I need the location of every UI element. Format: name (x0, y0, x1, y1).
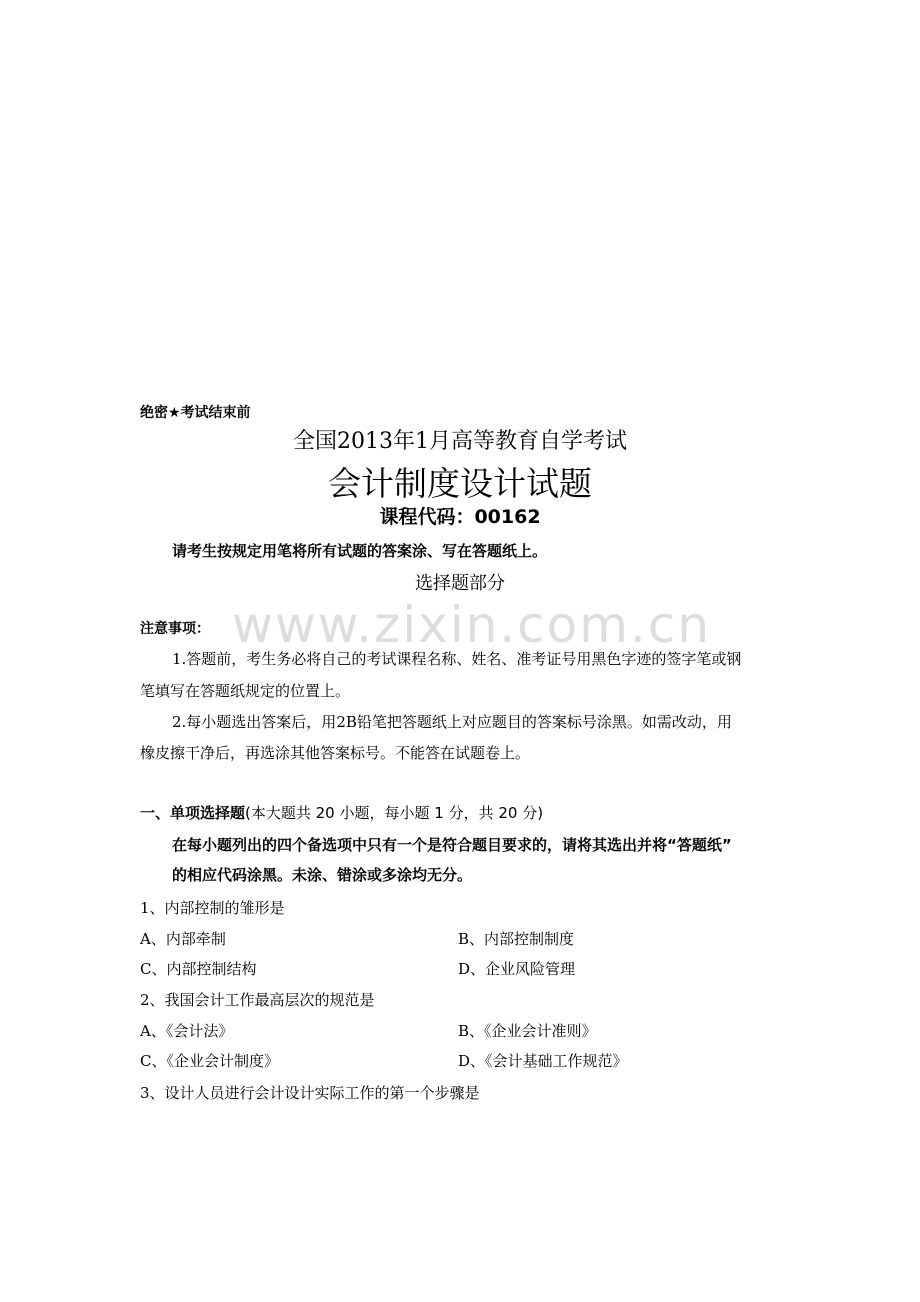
note-1-line-2: 笔填写在答题纸规定的位置上。 (140, 682, 351, 700)
question-1-stem: 1、内部控制的雏形是 (140, 899, 285, 917)
question-2-option-b: B、《企业会计准则》 (458, 1022, 597, 1040)
exam-line: 全国2013年1月高等教育自学考试 (293, 429, 627, 454)
confidential-label: 绝密★考试结束前 (140, 405, 251, 421)
question-2-option-a: A、《会计法》 (140, 1022, 234, 1040)
section-heading: 选择题部分 (415, 573, 505, 594)
note-2-line-1: 2.每小题选出答案后，用2B铅笔把答题纸上对应题目的答案标号涂黑。如需改动，用 (172, 713, 732, 731)
question-1-option-b: B、内部控制制度 (458, 930, 575, 948)
note-1-line-1: 1.答题前，考生务必将自己的考试课程名称、姓名、准考证号用黑色字迹的签字笔或钢 (172, 650, 742, 668)
part-heading (140, 802, 543, 823)
question-1-option-a: A、内部牵制 (140, 930, 226, 948)
notes-title: 注意事项： (140, 621, 210, 637)
exam-instruction: 请考生按规定用笔将所有试题的答案涂、写在答题纸上。 (172, 542, 548, 560)
part-description-line-1: 在每小题列出的四个备选项中只有一个是符合题目要求的，请将其选出并将“答题纸” (172, 836, 732, 854)
question-1-option-c: C、内部控制结构 (140, 960, 257, 978)
note-2-line-2: 橡皮擦干净后，再选涂其他答案标号。不能答在试题卷上。 (140, 744, 531, 762)
question-2-stem: 2、我国会计工作最高层次的规范是 (140, 991, 375, 1009)
question-2-option-c: C、《企业会计制度》 (140, 1052, 279, 1070)
part-heading-detail: (本大题共 20 小题，每小题 1 分，共 20 分) (245, 804, 544, 822)
paper-title: 会计制度设计试题 (328, 464, 592, 503)
part-heading-title: 一、单项选择题 (140, 804, 246, 822)
question-2-option-d: D、《会计基础工作规范》 (458, 1052, 628, 1070)
part-description-line-2: 的相应代码涂黑。未涂、错涂或多涂均无分。 (172, 866, 473, 884)
question-3-stem: 3、设计人员进行会计设计实际工作的第一个步骤是 (140, 1084, 480, 1102)
course-code: 课程代码：00162 (379, 506, 541, 528)
question-1-option-d: D、企业风险管理 (458, 960, 576, 978)
watermark: www.zixin.com.cn (232, 596, 712, 654)
